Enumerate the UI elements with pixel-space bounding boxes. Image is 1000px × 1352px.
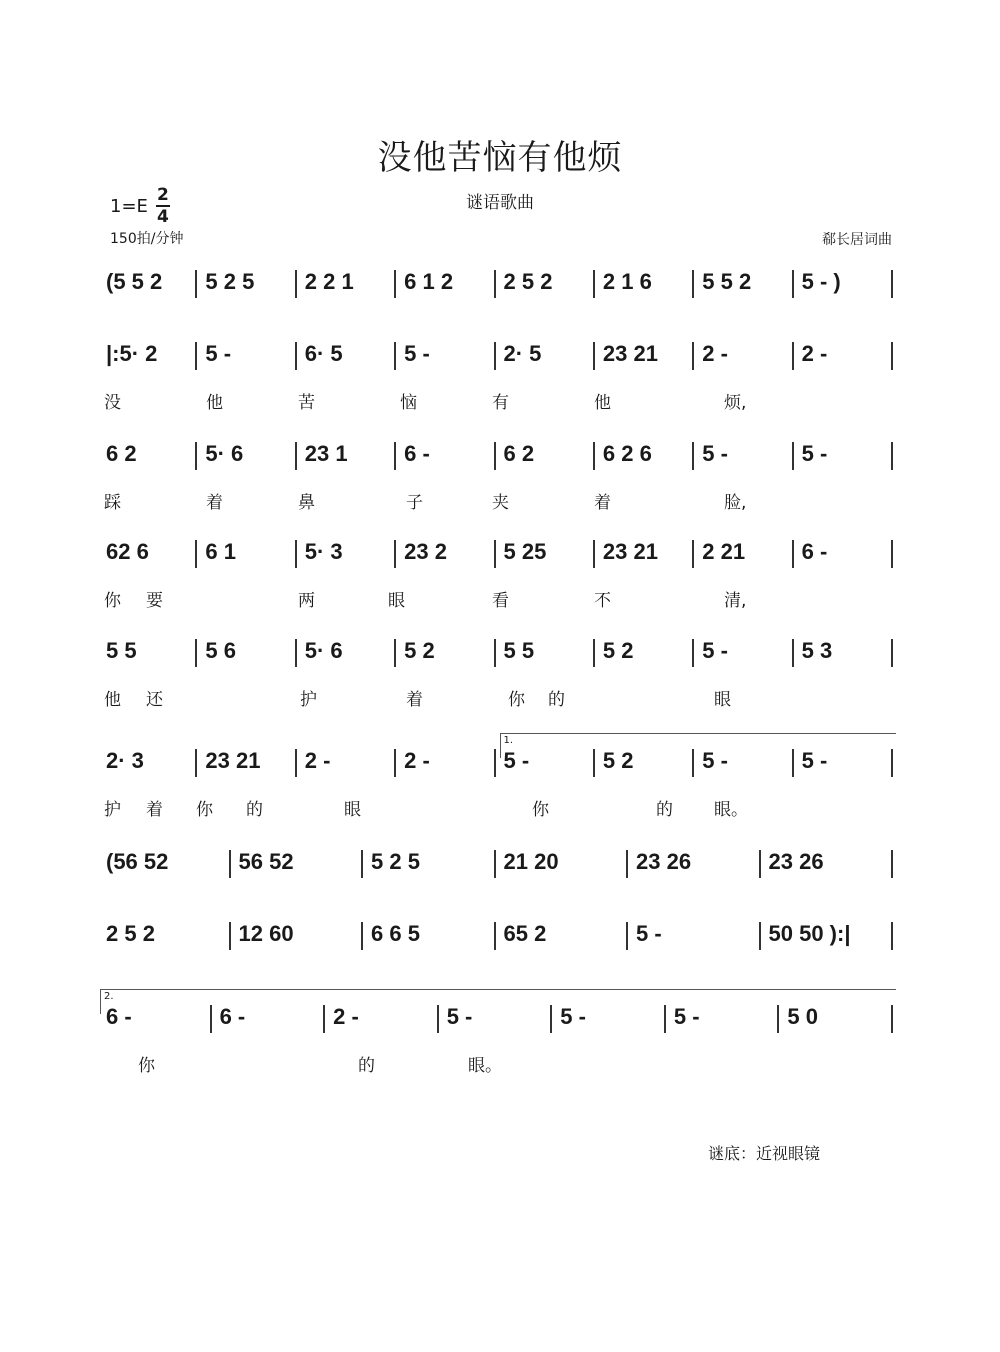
barline	[891, 639, 893, 667]
measure: 21 20	[503, 849, 559, 874]
author-credit: 郗长居词曲	[822, 232, 892, 248]
measure: 56 52	[238, 849, 294, 874]
measure: 6 2 6	[602, 441, 652, 466]
barline	[692, 342, 694, 370]
measure: 65 2	[503, 921, 547, 946]
measure: 2 -	[801, 341, 828, 366]
measure: 50 50 ):|	[768, 921, 851, 946]
score-row-line4	[100, 637, 900, 710]
barline	[626, 922, 628, 950]
tempo: 150拍/分钟	[110, 231, 184, 247]
lyric: 不	[594, 591, 611, 611]
barline	[494, 270, 496, 298]
score-row-line2	[100, 440, 900, 513]
measure: 5 5 2	[702, 269, 752, 294]
lyric: 的	[358, 1056, 375, 1076]
measure: 6 2	[503, 441, 535, 466]
measure: 6 -	[801, 539, 828, 564]
lyric: 他	[104, 690, 121, 710]
song-subtitle: 谜语歌曲	[466, 193, 534, 213]
barline	[891, 540, 893, 568]
measure: 2 1 6	[602, 269, 652, 294]
measure: 5 -	[446, 1004, 473, 1029]
measure: 2 -	[702, 341, 728, 366]
barline	[792, 442, 794, 470]
measure: 6 6 5	[371, 921, 420, 946]
measure: 6 -	[219, 1004, 246, 1029]
measure: 5 25	[503, 539, 547, 564]
score-row-intro	[100, 268, 900, 308]
barline	[792, 639, 794, 667]
lyric: 两	[298, 591, 315, 611]
barline	[195, 749, 197, 777]
lyric: 他	[594, 393, 611, 413]
lyric: 你	[532, 800, 549, 820]
barline	[494, 342, 496, 370]
barline	[195, 270, 197, 298]
barline	[394, 749, 396, 777]
lyric: 没	[104, 393, 121, 413]
lyric: 着	[406, 690, 423, 710]
measure: 2 -	[404, 748, 430, 773]
barline	[626, 850, 628, 878]
measure: 2 5 2	[106, 921, 155, 946]
measure: 5 -	[636, 921, 662, 946]
barline	[494, 749, 496, 777]
measure: 12 60	[238, 921, 294, 946]
lyric: 眼	[388, 591, 405, 611]
measure: 6 -	[404, 441, 430, 466]
barline	[891, 850, 893, 878]
barline	[792, 270, 794, 298]
volta-number: 1.	[503, 735, 514, 746]
notes-line	[100, 848, 900, 880]
barline	[295, 639, 297, 667]
measure: 2 -	[333, 1004, 359, 1029]
lyric: 鼻	[298, 493, 315, 513]
measure: 5 2 5	[371, 849, 420, 874]
measure: 23 21	[602, 539, 658, 564]
time-sig-top: 2	[157, 185, 169, 205]
lyric: 子	[406, 493, 423, 513]
lyric: 恼	[400, 393, 417, 413]
notes-line	[100, 268, 900, 300]
measure: 62 6	[106, 539, 149, 564]
barline	[891, 270, 893, 298]
barline	[229, 922, 231, 950]
measure: 2 -	[304, 748, 331, 773]
lyric: 的	[246, 800, 263, 820]
lyric: 眼。	[468, 1056, 502, 1076]
measure: 5 6	[205, 638, 236, 663]
lyric: 你	[196, 800, 213, 820]
barline	[394, 442, 396, 470]
measure: 5 2 5	[205, 269, 255, 294]
lyric: 还	[146, 690, 163, 710]
measure: 6· 5	[304, 341, 343, 366]
notes-line	[100, 920, 900, 952]
barline	[295, 270, 297, 298]
barline	[494, 922, 496, 950]
barline	[593, 270, 595, 298]
barline	[692, 442, 694, 470]
barline	[195, 342, 197, 370]
measure: 6 -	[106, 1004, 132, 1029]
barline	[593, 540, 595, 568]
barline	[593, 639, 595, 667]
measure: 5 -	[404, 341, 430, 366]
lyric: 你	[104, 591, 121, 611]
lyric: 烦,	[724, 393, 747, 413]
page-title: 没他苦恼有他烦	[377, 138, 623, 178]
measure: 23 26	[636, 849, 692, 874]
measure: 23 26	[768, 849, 824, 874]
lyric: 看	[492, 591, 509, 611]
lyric: 着	[146, 800, 163, 820]
barline	[295, 540, 297, 568]
barline	[593, 442, 595, 470]
barline	[195, 540, 197, 568]
barline	[295, 442, 297, 470]
measure: 23 21	[205, 748, 261, 773]
measure: 5 -	[801, 441, 828, 466]
barline	[792, 342, 794, 370]
measure: 5· 3	[304, 539, 343, 564]
barline	[759, 922, 761, 950]
volta-number: 2.	[104, 991, 114, 1002]
time-signature	[156, 186, 170, 226]
measure: 5 5	[503, 638, 535, 663]
lyric: 有	[492, 393, 509, 413]
barline	[394, 639, 396, 667]
riddle-answer: 谜底：近视眼镜	[708, 1144, 821, 1163]
measure: 5 -	[560, 1004, 586, 1029]
measure: 5 -	[702, 441, 728, 466]
barline	[229, 850, 231, 878]
notes-line	[100, 538, 900, 570]
score-row-line5	[100, 735, 900, 820]
notes-line	[100, 637, 900, 669]
lyric: 着	[206, 493, 223, 513]
key-signature	[110, 186, 170, 226]
measure: 5 - )	[801, 269, 841, 294]
measure: 5 -	[702, 638, 728, 663]
measure: 5 2	[404, 638, 435, 663]
measure: (5 5 2	[106, 269, 163, 294]
lyric: 你	[508, 690, 525, 710]
barline	[361, 922, 363, 950]
barline	[692, 540, 694, 568]
measure: |:5· 2	[106, 341, 158, 366]
barline	[494, 442, 496, 470]
barline	[195, 442, 197, 470]
barline	[891, 342, 893, 370]
score-row-interlude2	[100, 920, 900, 960]
measure: 2 2 1	[304, 269, 354, 294]
lyric: 眼	[714, 690, 731, 710]
lyric: 你	[138, 1056, 155, 1076]
barline	[295, 749, 297, 777]
notes-line	[100, 440, 900, 472]
measure: 2· 3	[106, 748, 144, 773]
lyric: 苦	[298, 393, 315, 413]
measure: 23 1	[304, 441, 348, 466]
barline	[891, 922, 893, 950]
barline	[891, 442, 893, 470]
lyric: 夹	[492, 493, 509, 513]
lyric: 他	[206, 393, 223, 413]
volta-bracket	[100, 989, 896, 1014]
score-row-line1	[100, 340, 900, 413]
measure: 5 0	[787, 1004, 819, 1029]
measure: 5 -	[503, 748, 530, 773]
measure: 2 21	[702, 539, 746, 564]
measure: 5 3	[801, 638, 833, 663]
lyric: 的	[548, 690, 565, 710]
measure: 23 2	[404, 539, 447, 564]
lyric: 眼。	[714, 800, 748, 820]
measure: 5· 6	[205, 441, 244, 466]
key-label: 1=E	[110, 195, 148, 217]
measure: 6 1	[205, 539, 236, 564]
barline	[394, 540, 396, 568]
measure: 5 5	[106, 638, 137, 663]
score-row-interlude1	[100, 848, 900, 888]
barline	[792, 540, 794, 568]
barline	[295, 342, 297, 370]
measure: 5 -	[673, 1004, 700, 1029]
barline	[494, 639, 496, 667]
barline	[394, 342, 396, 370]
measure: 5 2	[602, 748, 634, 773]
barline	[692, 270, 694, 298]
barline	[593, 342, 595, 370]
barline	[759, 850, 761, 878]
lyric: 清,	[724, 591, 747, 611]
lyric: 踩	[104, 493, 121, 513]
measure: 6 1 2	[404, 269, 454, 294]
lyric: 眼	[344, 800, 361, 820]
time-sig-bottom: 4	[157, 207, 169, 227]
measure: (56 52	[106, 849, 169, 874]
volta-bracket	[500, 733, 897, 758]
lyric: 脸,	[724, 493, 747, 513]
score-row-ending	[100, 991, 900, 1076]
notes-line	[100, 340, 900, 372]
measure: 23 21	[602, 341, 658, 366]
measure: 2· 5	[503, 341, 542, 366]
lyric: 的	[656, 800, 673, 820]
lyric: 要	[146, 591, 163, 611]
lyric: 护	[300, 690, 317, 710]
barline	[394, 270, 396, 298]
measure: 5 2	[602, 638, 634, 663]
measure: 2 5 2	[503, 269, 553, 294]
measure: 6 2	[106, 441, 137, 466]
barline	[361, 850, 363, 878]
barline	[692, 639, 694, 667]
measure: 5· 6	[304, 638, 343, 663]
measure: 5 -	[801, 748, 828, 773]
lyric: 着	[594, 493, 611, 513]
lyric: 护	[104, 800, 121, 820]
measure: 5 -	[702, 748, 728, 773]
measure: 5 -	[205, 341, 232, 366]
barline	[195, 639, 197, 667]
score-row-line3	[100, 538, 900, 611]
barline	[494, 540, 496, 568]
barline	[494, 850, 496, 878]
